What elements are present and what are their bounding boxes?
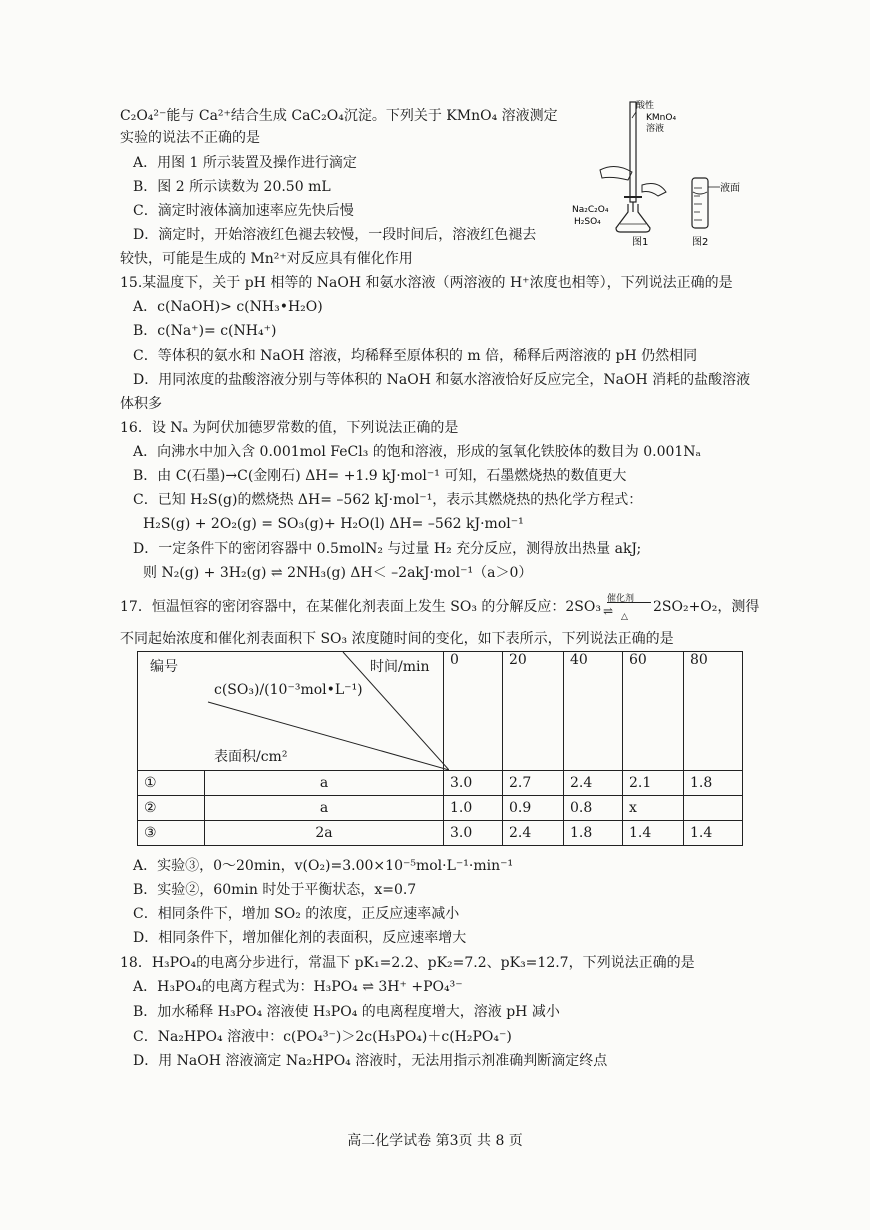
q14-option-a: A．用图 1 所示装置及操作进行滴定	[133, 155, 357, 171]
row-value	[684, 796, 743, 821]
diagonal-header-cell	[138, 652, 444, 771]
fig1-caption: 图1	[632, 237, 649, 248]
row-value: 1.4	[684, 821, 743, 846]
row-area: 2a	[205, 821, 444, 846]
heat-label: △	[620, 612, 628, 622]
q17-stem-line2: 不同起始浓度和催化剂表面积下 SO₃ 浓度随时间的变化，如下表所示，下列说法正确的是	[120, 631, 674, 647]
row-value: 2.4	[564, 771, 623, 796]
table-row	[138, 821, 743, 846]
q17-option-c: C．相同条件下，增加 SO₂ 的浓度，正反应速率减小	[133, 906, 460, 922]
row-value: 3.0	[444, 821, 503, 846]
time-header-80: 80	[684, 652, 743, 771]
q15-option-b: B．c(Na⁺)= c(NH₄⁺)	[133, 323, 277, 339]
q14-stem-line2: 实验的说法不正确的是	[120, 130, 260, 146]
label-kmno4: KMnO₄	[646, 113, 677, 123]
row-id: ③	[138, 821, 205, 846]
row-value: 2.1	[623, 771, 684, 796]
label-h2so4: H₂SO₄	[574, 217, 601, 227]
q15-option-c: C．等体积的氨水和 NaOH 溶液，均稀释至原体积的 m 倍，稀释后两溶液的 pH 仍然相同	[133, 348, 698, 364]
row-value: 1.8	[564, 821, 623, 846]
fig2-caption: 图2	[692, 237, 709, 248]
reaction-arrow: 催化剂 ⇌ △	[601, 597, 653, 617]
row-area: a	[205, 771, 444, 796]
q17-option-b: B．实验②，60min 时处于平衡状态，x=0.7	[133, 882, 417, 898]
page-footer: 高二化学试卷 第3页 共 8 页	[347, 1133, 523, 1149]
q18-option-c: C．Na₂HPO₄ 溶液中：c(PO₄³⁻)＞2c(H₃PO₄)＋c(H₂PO₄⁻)	[133, 1029, 512, 1045]
q16-option-a: A．向沸水中加入含 0.001mol FeCl₃ 的饱和溶液，形成的氢氧化铁胶体的数目为 0.001Nₐ	[133, 444, 701, 460]
row-value: 1.8	[684, 771, 743, 796]
q18-stem: 18．H₃PO₄的电离分步进行，常温下 pK₁=2.2、pK₂=7.2、pK₃=12.7，下列说法正确的是	[120, 955, 695, 971]
q18-option-a: A．H₃PO₄的电离方程式为：H₃PO₄ ⇌ 3H⁺ +PO₄³⁻	[133, 979, 463, 995]
row-value: 3.0	[444, 771, 503, 796]
q15-option-d-line1: D．用同浓度的盐酸溶液分别与等体积的 NaOH 和氨水溶液恰好反应完全，NaOH 消耗的盐酸溶液	[133, 372, 751, 388]
row-value: 0.9	[503, 796, 564, 821]
table-row	[138, 771, 743, 796]
q16-option-d: D．一定条件下的密闭容器中 0.5molN₂ 与过量 H₂ 充分反应，测得放出热量 akJ;	[133, 541, 642, 557]
q14-option-c: C．滴定时液体滴加速率应先快后慢	[133, 203, 354, 219]
time-header-0: 0	[444, 652, 503, 771]
q16-option-c-equation: H₂S(g) + 2O₂(g) = SO₃(g)+ H₂O(l) ΔH= –562 kJ·mol⁻¹	[143, 516, 524, 532]
row-value: 2.4	[503, 821, 564, 846]
q17-option-a: A．实验③，0～20min，v(O₂)=3.00×10⁻⁵mol·L⁻¹·min⁻¹	[133, 858, 514, 874]
row-area: a	[205, 796, 444, 821]
row-value: x	[623, 796, 684, 821]
q15-stem: 15.某温度下，关于 pH 相等的 NaOH 和氨水溶液（两溶液的 H⁺浓度也相等），下列说法正确的是	[120, 275, 733, 291]
header-concentration: c(SO₃)/(10⁻³mol•L⁻¹)	[214, 682, 363, 698]
so3-concentration-table	[137, 651, 743, 846]
time-header-60: 60	[623, 652, 684, 771]
label-solution: 溶液	[646, 124, 665, 134]
table-row	[138, 796, 743, 821]
q14-option-d-line1: D．滴定时，开始溶液红色褪去较慢，一段时间后，溶液红色褪去	[133, 227, 537, 243]
time-header-20: 20	[503, 652, 564, 771]
q14-stem-line1: C₂O₄²⁻能与 Ca²⁺结合生成 CaC₂O₄沉淀。下列关于 KMnO₄ 溶液测定	[120, 108, 558, 124]
q18-option-d: D．用 NaOH 溶液滴定 Na₂HPO₄ 溶液时，无法用指示剂准确判断滴定终点	[133, 1053, 608, 1069]
q17-stem-line1	[120, 594, 760, 622]
q15-option-d-line2: 体积多	[120, 396, 162, 412]
header-id: 编号	[150, 659, 178, 675]
titration-figure	[570, 100, 770, 250]
q17-stem-part2: 2SO₂+O₂，测得	[652, 599, 760, 615]
q16-option-c: C．已知 H₂S(g)的燃烧热 ΔH= –562 kJ·mol⁻¹，表示其燃烧热的热化学方程式：	[133, 492, 643, 508]
q16-option-b: B．由 C(石墨)→C(金刚石) ΔH= +1.9 kJ·mol⁻¹ 可知，石墨燃烧热的数值更大	[133, 468, 627, 484]
label-na2c2o4: Na₂C₂O₄	[572, 205, 609, 215]
q18-option-b: B．加水稀释 H₃PO₄ 溶液使 H₃PO₄ 的电离程度增大，溶液 pH 减小	[133, 1004, 560, 1020]
catalyst-label: 催化剂	[606, 594, 634, 604]
row-value: 2.7	[503, 771, 564, 796]
q14-option-d-line2: 较快，可能是生成的 Mn²⁺对反应具有催化作用	[120, 251, 413, 267]
row-value: 1.4	[623, 821, 684, 846]
label-acid: 酸性	[636, 101, 655, 111]
row-value: 0.8	[564, 796, 623, 821]
time-header-40: 40	[564, 652, 623, 771]
row-value: 1.0	[444, 796, 503, 821]
q14-option-b: B．图 2 所示读数为 20.50 mL	[133, 179, 331, 195]
q15-option-a: A．c(NaOH)> c(NH₃•H₂O)	[133, 299, 323, 315]
q16-option-d-equation: 则 N₂(g) + 3H₂(g) ⇌ 2NH₃(g) ΔH＜ –2akJ·mol⁻¹（a＞0）	[143, 565, 533, 581]
row-id: ①	[138, 771, 205, 796]
q16-stem: 16．设 Nₐ 为阿伏加德罗常数的值，下列说法正确的是	[120, 420, 459, 436]
q17-stem-part1: 17．恒温恒容的密闭容器中，在某催化剂表面上发生 SO₃ 的分解反应：2SO₃	[120, 599, 601, 615]
header-surface-area: 表面积/cm²	[214, 749, 288, 765]
row-id: ②	[138, 796, 205, 821]
label-liquid-level: 液面	[720, 183, 740, 194]
header-time: 时间/min	[370, 659, 430, 675]
q17-option-d: D．相同条件下，增加催化剂的表面积，反应速率增大	[133, 930, 467, 946]
